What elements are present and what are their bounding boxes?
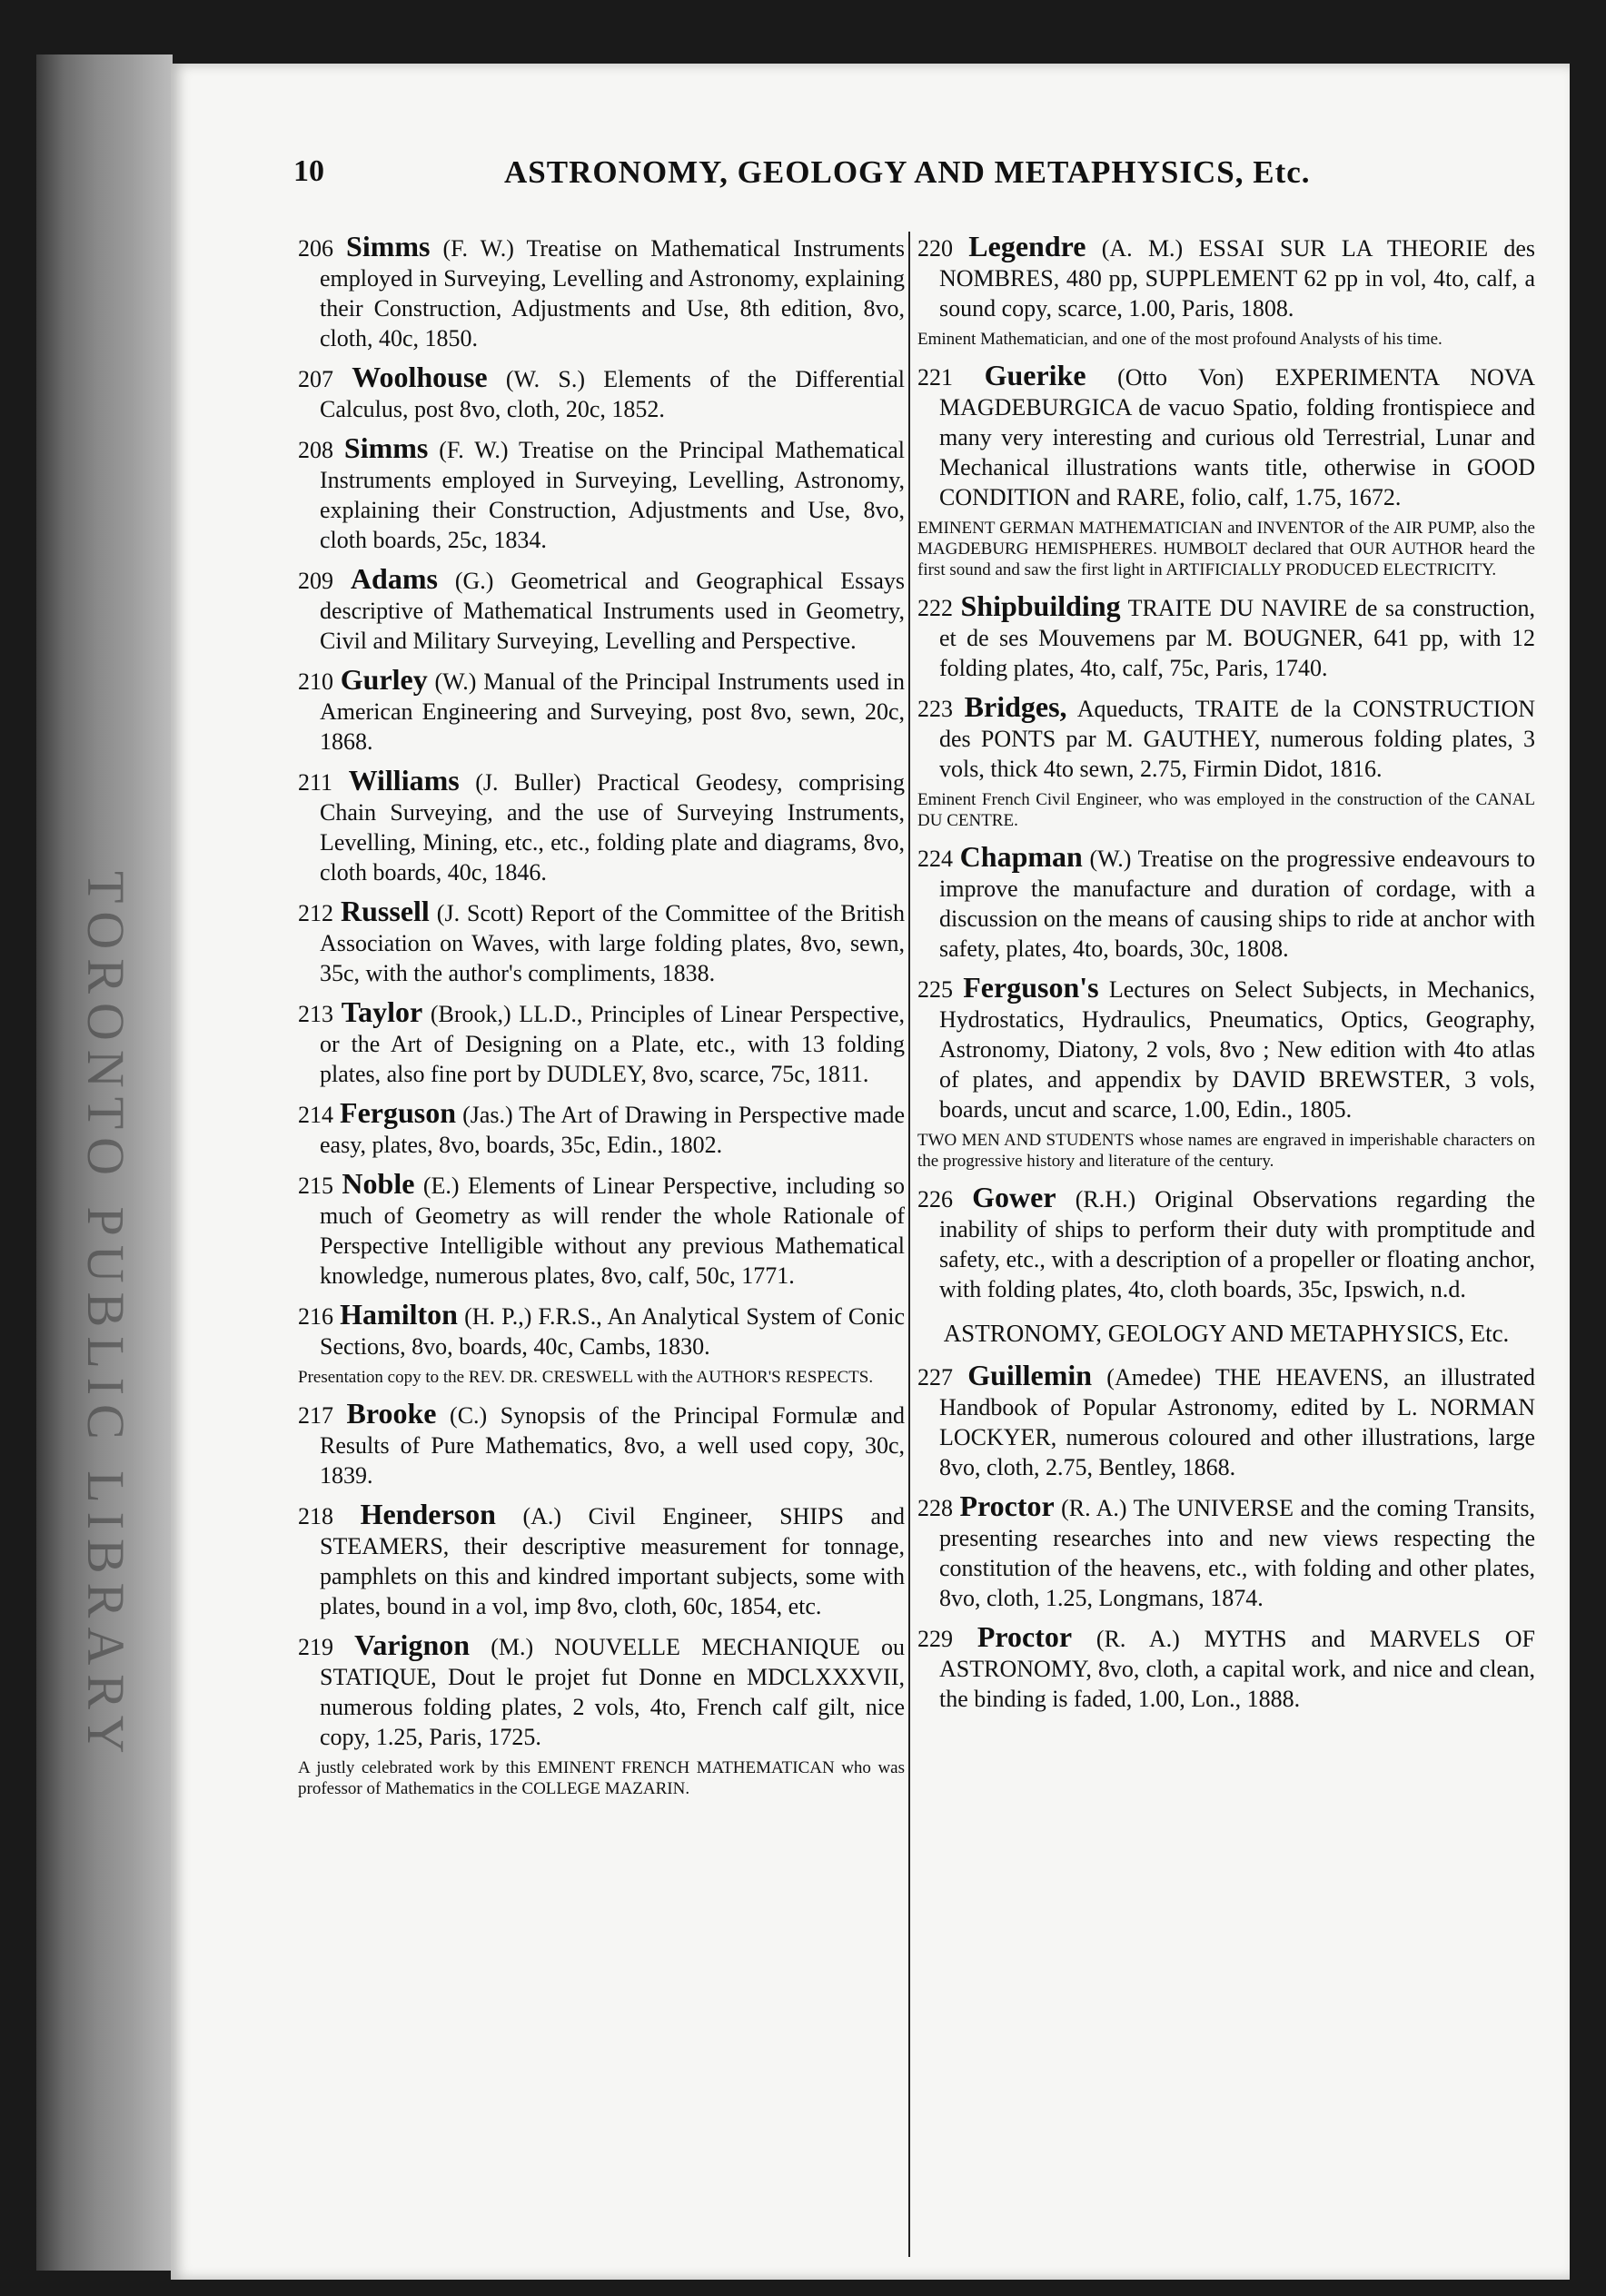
entry-author: Simms — [343, 431, 429, 464]
entry-author: Chapman — [959, 840, 1083, 873]
entry-description: (Brook,) LL.D., Principles of Linear Perspective, or the Art of Designing on a Plate, etc., with 13 folding plates, also fine port by DUDLEY, 8vo, scarce, 75c, 1811. — [320, 1001, 905, 1087]
entry-description: (C.) Synopsis of the Principal Formulæ and Results of Pure Mathematics, 8vo, a well used copy, 30c, 1839. — [320, 1402, 905, 1489]
entry-author: Varignon — [354, 1628, 471, 1661]
entry-number: 217 — [298, 1402, 333, 1429]
entry-description: (G.) Geometrical and Geographical Essays descriptive of Mathematical Instruments used in Geometry, Civil and Military Surveying, Levelling and Perspective. — [320, 568, 905, 654]
catalog-entry — [298, 1169, 905, 1291]
catalog-entry — [298, 232, 905, 353]
entry-description: (E.) Elements of Linear Perspective, including so much of Geometry as will render the whole Rationale of Perspective Intelligible without any previous Mathematical knowledge, numerous plates, 8vo, calf, 50c, 1771. — [320, 1173, 905, 1289]
entry-number: 218 — [298, 1503, 333, 1529]
entry-description: (W.) Treatise on the progressive endeavours to improve the manufacture and duration of cordage, with a discussion on the means of causing ships to ride at anchor with safety, plates, 4to, boards, 30c, 1808. — [939, 846, 1536, 962]
catalog-entry — [298, 1630, 905, 1752]
left-column — [298, 232, 905, 1810]
entry-number: 212 — [298, 900, 333, 926]
entry-author: Adams — [350, 562, 438, 595]
entry-note: Eminent Mathematician, and one of the most profound Analysts of his time. — [917, 330, 1442, 349]
entry-description: (Amedee) THE HEAVENS, an illustrated Handbook of Popular Astronomy, edited by L. NORMAN LOCKYER, numerous coloured and other illustrations, large 8vo, cloth, 2.75, Bentley, 1868. — [939, 1364, 1536, 1480]
entry-author: Russell — [341, 895, 430, 927]
entry-description: (R. A.) MYTHS and MARVELS OF ASTRONOMY, 8vo, cloth, a capital work, and nice and clean, the binding is faded, 1.00, Lon., 1888. — [939, 1626, 1536, 1712]
catalog-entry — [917, 1622, 1535, 1714]
entry-description: Aqueducts, TRAITE de la CONSTRUCTION des PONTS par M. GAUTHEY, numerous folding plates, 3 vols, thick 4to sewn, 2.75, Firmin Didot, 1816. — [939, 696, 1535, 782]
entry-number: 219 — [298, 1634, 333, 1660]
catalog-entry — [917, 1183, 1535, 1304]
page-header — [293, 154, 1529, 209]
catalog-entry — [298, 1098, 905, 1160]
catalog-entry — [298, 1499, 905, 1621]
entry-note: Presentation copy to the REV. DR. CRESWELL with the AUTHOR'S RESPECTS. — [298, 1368, 874, 1387]
entry-author: Hamilton — [340, 1298, 458, 1331]
entry-author: Gurley — [340, 663, 428, 696]
entry-author: Henderson — [360, 1498, 496, 1530]
entry-author: Ferguson's — [963, 971, 1099, 1004]
catalog-entry — [917, 973, 1535, 1124]
catalog-entry — [917, 361, 1535, 512]
entry-number: 220 — [917, 235, 953, 262]
entry-description: (M.) NOUVELLE MECHANIQUE ou STATIQUE, Dout le projet fut Donne en MDCLXXXVII, numerous folding plates, 2 vols, 4to, French calf gilt, nice copy, 1.25, Paris, 1725. — [320, 1634, 906, 1750]
catalog-entry — [298, 766, 905, 887]
catalog-entry — [298, 1300, 905, 1361]
entry-author: Proctor — [959, 1489, 1055, 1522]
entry-description: (W. S.) Elements of the Differential Calculus, post 8vo, cloth, 20c, 1852. — [320, 366, 906, 422]
catalog-entry — [917, 842, 1535, 964]
entry-number: 210 — [298, 668, 333, 695]
column-divider — [908, 232, 910, 2257]
catalog-entry — [298, 997, 905, 1089]
entry-author: Williams — [348, 764, 460, 797]
entry-number: 229 — [917, 1626, 953, 1652]
entry-author: Woolhouse — [352, 361, 488, 393]
entry-description: (A. M.) ESSAI SUR LA THEORIE des NOMBRES, 480 pp, SUPPLEMENT 62 pp in vol, 4to, calf, a sound copy, scarce, 1.00, Paris, 1808. — [939, 235, 1536, 322]
entry-author: Guillemin — [967, 1359, 1093, 1391]
entry-number: 228 — [917, 1495, 953, 1521]
catalog-entry — [917, 1361, 1535, 1482]
catalog-entry — [298, 1399, 905, 1490]
entry-description: (R.H.) Original Observations regarding the inability of ships to perform their duty with promptitude and safety, etc., with a description of a propeller or floating anchor, with folding plates, 4to, cloth boards, 35c, Ipswich, n.d. — [939, 1186, 1535, 1302]
entry-description: TRAITE DU NAVIRE de sa construction, et de ses Mouvemens par M. BOUGNER, 641 pp, with 12 folding plates, 4to, calf, 75c, Paris, 1740. — [939, 595, 1536, 681]
entry-number: 226 — [917, 1186, 953, 1212]
catalog-entry — [917, 232, 1535, 323]
catalog-page — [171, 64, 1570, 2280]
entry-number: 221 — [917, 364, 953, 391]
entry-description: (J. Buller) Practical Geodesy, comprising Chain Surveying, and the use of Surveying Instruments, Levelling, Mining, etc., etc., folding plate and diagrams, 8vo, cloth boards, 40c, 1846. — [320, 769, 906, 886]
catalog-entry — [298, 896, 905, 988]
entry-number: 211 — [298, 769, 333, 796]
entry-number: 223 — [917, 696, 953, 722]
entry-author: Ferguson — [340, 1096, 457, 1129]
catalog-entry — [917, 1491, 1535, 1613]
entry-author: Gower — [972, 1181, 1056, 1213]
entry-note: A justly celebrated work by this EMINENT FRENCH MATHEMATICAN who was professor of Mathematics in the COLLEGE MAZARIN. — [298, 1758, 905, 1798]
entry-number: 227 — [917, 1364, 953, 1390]
catalog-entry — [298, 433, 905, 555]
entry-number: 207 — [298, 366, 333, 392]
entry-description: (Otto Von) EXPERIMENTA NOVA MAGDEBURGICA de vacuo Spatio, folding frontispiece and many very interesting and curious old Terrestrial, Lunar and Mechanical illustrations wants title, otherwise in GOOD CONDITION and RARE, folio, calf, 1.75, 1672. — [939, 364, 1536, 510]
entry-description: (R. A.) The UNIVERSE and the coming Transits, presenting researches into and new views respecting the constitution of the heavens, etc., with folding and other plates, 8vo, cloth, 1.25, Longmans, 1874. — [939, 1495, 1535, 1611]
entry-author: Shipbuilding — [960, 589, 1121, 622]
entry-description: (F. W.) Treatise on the Principal Mathematical Instruments employed in Surveying, Levelling, Astronomy, explaining their Construction, Adjustments and Use, 8vo, cloth boards, 25c, 1834. — [320, 437, 905, 553]
entry-note: Eminent French Civil Engineer, who was employed in the construction of the CANAL DU CENTRE. — [917, 790, 1535, 830]
catalog-entry — [298, 362, 905, 424]
entry-description: (A.) Civil Engineer, SHIPS and STEAMERS, their descriptive measurement for tonnage, pamphlets on this and kindred important subjects, some with plates, bound in a vol, imp 8vo, cloth, 60c, 1854, etc. — [320, 1503, 906, 1619]
section-heading: ASTRONOMY, GEOLOGY AND METAPHYSICS, Etc. — [943, 1320, 1510, 1347]
library-stamp: TORONTO PUBLIC LIBRARY — [76, 871, 135, 1763]
running-title: ASTRONOMY, GEOLOGY AND METAPHYSICS, Etc. — [504, 154, 1311, 190]
entry-author: Noble — [342, 1167, 415, 1200]
entry-description: (Jas.) The Art of Drawing in Perspective made easy, plates, 8vo, boards, 35c, Edin., 1802. — [320, 1102, 906, 1158]
catalog-entry — [917, 692, 1535, 784]
entry-description: (W.) Manual of the Principal Instruments used in American Engineering and Surveying, post 8vo, sewn, 20c, 1868. — [320, 668, 906, 755]
entry-number: 214 — [298, 1102, 333, 1128]
entry-description: (H. P.,) F.R.S., An Analytical System of Conic Sections, 8vo, boards, 40c, Cambs, 1830. — [320, 1303, 906, 1360]
entry-note: EMINENT GERMAN MATHEMATICIAN and INVENTOR of the AIR PUMP, also the MAGDEBURG HEMISPHERES. HUMBOLT declared that OUR AUTHOR heard the first sound and saw the first light in ARTIFICIALLY PRODUCED ELECTRICITY. — [917, 519, 1535, 579]
entry-note: TWO MEN AND STUDENTS whose names are engraved in imperishable characters on the progressive history and literature of the century. — [917, 1131, 1535, 1171]
entry-author: Simms — [346, 230, 431, 262]
entry-description: Lectures on Select Subjects, in Mechanics, Hydrostatics, Hydraulics, Pneumatics, Optics, Geography, Astronomy, Diatony, 2 vols, 8vo ; New edition with 4to atlas of plates, and appendix by DAVID BREWSTER, 3 vols, boards, uncut and scarce, 1.00, Edin., 1805. — [939, 976, 1536, 1123]
catalog-entry — [917, 591, 1535, 683]
entry-author: Guerike — [984, 359, 1086, 391]
entry-number: 222 — [917, 595, 953, 621]
entry-number: 213 — [298, 1001, 333, 1027]
entry-number: 215 — [298, 1173, 333, 1199]
entry-number: 224 — [917, 846, 953, 872]
page-number: 10 — [293, 154, 324, 188]
entry-description: (F. W.) Treatise on Mathematical Instruments employed in Surveying, Levelling and Astronomy, explaining their Construction, Adjustments and Use, 8th edition, 8vo, cloth, 40c, 1850. — [320, 235, 906, 351]
entry-description: (J. Scott) Report of the Committee of the British Association on Waves, with large folding plates, 8vo, sewn, 35c, with the author's compliments, 1838. — [320, 900, 906, 986]
entry-number: 208 — [298, 437, 333, 463]
entry-author: Taylor — [341, 995, 423, 1028]
catalog-entry — [298, 564, 905, 656]
right-column — [917, 232, 1535, 1723]
entry-number: 209 — [298, 568, 333, 594]
entry-number: 225 — [917, 976, 953, 1003]
catalog-entry — [298, 665, 905, 757]
entry-author: Brooke — [346, 1397, 437, 1430]
entry-author: Bridges, — [964, 690, 1067, 723]
entry-number: 206 — [298, 235, 333, 262]
entry-author: Legendre — [968, 230, 1086, 262]
entry-number: 216 — [298, 1303, 333, 1330]
entry-author: Proctor — [976, 1620, 1073, 1653]
